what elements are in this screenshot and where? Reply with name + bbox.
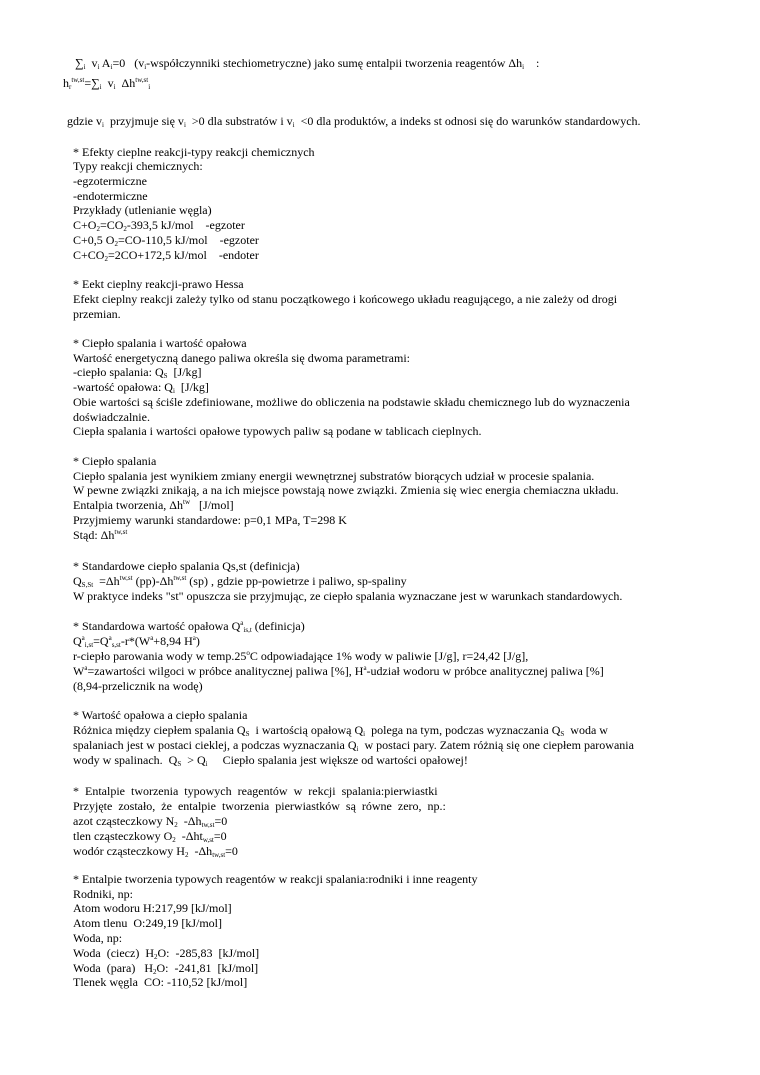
text-run: tlen cząsteczkowy O [73, 829, 173, 843]
text-line [73, 513, 347, 528]
text-run: -Δh [177, 814, 202, 828]
text-run: =Δh [93, 574, 120, 588]
text-run: [J/kg] [174, 380, 209, 394]
text-run: Stąd: Δh [73, 528, 115, 542]
text-run: Atom wodoru H:217,99 [kJ/mol] [73, 901, 232, 915]
subscript: i [144, 63, 147, 71]
superscript: tw,st [135, 76, 149, 84]
text-line [73, 738, 634, 753]
subscript: i [172, 387, 175, 395]
text-run: * Standardowe ciepło spalania Qs,st (definicja) [73, 559, 300, 573]
text-run: * Efekty cieplne reakcji-typy reakcji chemicznych [73, 145, 315, 159]
text-line [73, 664, 604, 679]
text-run: W pewne związki znikają, a na ich miejsce powstają nowe związki. Zmienia się wiec energia chemiaczna układu. [73, 483, 619, 497]
text-line [73, 679, 203, 694]
text-run: =∑ [84, 76, 100, 90]
text-line [73, 844, 238, 859]
text-run: azot cząsteczkowy N [73, 814, 175, 828]
superscript: a [363, 664, 367, 672]
superscript: o [246, 649, 250, 657]
text-run: -r*(W [120, 634, 151, 648]
subscript: 2 [154, 953, 158, 961]
text-run: -Δh [188, 844, 213, 858]
text-run: r-ciepło parowania wody w temp.25 [73, 649, 247, 663]
text-run: * Ciepło spalania i wartość opałowa [73, 336, 247, 350]
subscript: S [163, 372, 168, 380]
text-run: Woda (ciecz) H [73, 946, 154, 960]
text-line [73, 483, 619, 498]
text-line [73, 307, 121, 322]
text-line [73, 292, 617, 307]
text-line [73, 559, 300, 574]
text-run: Przyjmiemy warunki standardowe: p=0,1 MPa, T=298 K [73, 513, 347, 527]
text-run: +8,94 H [153, 634, 193, 648]
text-run: * Eekt cieplny reakcji-prawo Hessa [73, 277, 244, 291]
text-run: Δh [115, 76, 136, 90]
text-run: (8,94-przelicznik na wodę) [73, 679, 203, 693]
text-run: Efekt cieplny reakcji zależy tylko od stanu początkowego i końcowego układu reagującego, a nie zależy od drogi [73, 292, 618, 306]
subscript: 2 [172, 836, 176, 844]
text-line [73, 380, 209, 395]
subscript: 2 [104, 255, 108, 263]
text-line [73, 708, 247, 723]
text-line [73, 410, 150, 425]
subscript: S [245, 730, 250, 738]
text-line [73, 634, 200, 649]
text-run: -udział wodoru w próbce analitycznej paliwa [%] [366, 664, 604, 678]
subscript: i,st [84, 641, 94, 649]
text-run: h [63, 76, 69, 90]
text-run: Woda, np: [73, 931, 123, 945]
subscript: is,t [243, 626, 252, 634]
text-run: Rodniki, np: [73, 887, 134, 901]
superscript: a [81, 634, 85, 642]
text-run: * Entalpie tworzenia typowych reagentów w rekcji spalania:pierwiastki [73, 784, 438, 798]
subscript: i [113, 83, 116, 91]
text-line [73, 814, 227, 829]
subscript: i [183, 121, 186, 129]
text-run: C+CO [73, 248, 105, 262]
subscript: 2 [96, 225, 100, 233]
superscript: a [84, 664, 88, 672]
subscript: i [110, 63, 113, 71]
text-line [73, 469, 594, 484]
text-line [73, 723, 608, 738]
subscript: i [99, 83, 102, 91]
subscript: 2 [114, 240, 118, 248]
text-run: Tlenek węgla CO: -110,52 [kJ/mol] [73, 975, 248, 989]
text-run: =zawartości wilgoci w próbce analitycznej paliwa [%], H [87, 664, 364, 678]
text-line [73, 336, 247, 351]
text-line [73, 872, 478, 887]
text-line [73, 189, 148, 204]
text-run: wody w spalinach. Q [73, 753, 178, 767]
text-run: -endotermiczne [73, 189, 148, 203]
text-line [73, 203, 212, 218]
text-run: i wartością opałową Q [249, 723, 364, 737]
text-run: =0 [214, 814, 228, 828]
text-run: gdzie v [67, 114, 102, 128]
text-line [73, 218, 245, 233]
superscript: tw,st [114, 528, 128, 536]
text-line [73, 528, 127, 543]
text-run: woda w [564, 723, 608, 737]
text-line [67, 114, 641, 129]
text-line [73, 799, 446, 814]
superscript: tw,st [119, 574, 133, 582]
text-run: =0 [225, 844, 238, 858]
text-run: Wartość energetyczną danego paliwa określa się dwoma parametrami: [73, 351, 411, 365]
text-run: -Δht [175, 829, 203, 843]
text-run: -393,5 kJ/mol -egzoter [126, 218, 245, 232]
text-run: C+0,5 O [73, 233, 115, 247]
text-line [73, 946, 259, 961]
subscript: 2 [174, 821, 178, 829]
text-run: (pp)-Δh [132, 574, 174, 588]
text-run: Entalpia tworzenia, Δh [73, 498, 184, 512]
superscript: tw,st [173, 574, 187, 582]
text-line [73, 589, 622, 604]
subscript: i [356, 745, 359, 753]
text-run: Przykłady (utlenianie węgla) [73, 203, 212, 217]
text-run: Ciepła spalania i wartości opałowe typowych paliw są podane w tablicach cieplnych. [73, 424, 482, 438]
text-run: v [85, 56, 98, 70]
text-line [63, 76, 150, 91]
text-run: Woda (para) H [73, 961, 153, 975]
text-line [73, 351, 410, 366]
text-run: -wartość opałowa: Q [73, 380, 173, 394]
text-line [73, 784, 438, 799]
subscript: i [292, 121, 295, 129]
text-line [73, 961, 258, 976]
text-run: spalaniach jest w postaci cieklej, a podczas wyznaczania Q [73, 738, 357, 752]
text-run: Q [73, 634, 82, 648]
text-line [73, 498, 234, 513]
text-run: C+O [73, 218, 97, 232]
text-run: =Q [93, 634, 109, 648]
text-run: : [524, 56, 540, 70]
text-line [73, 248, 259, 263]
subscript: tw,st [212, 851, 226, 859]
subscript: i [363, 730, 366, 738]
text-run: przyjmuje się v [103, 114, 184, 128]
text-run: (sp) , gdzie pp-powietrze i paliwo, sp-spaliny [186, 574, 407, 588]
text-run: <0 dla produktów, a indeks st odnosi się do warunków standardowych. [294, 114, 641, 128]
text-line [73, 753, 468, 768]
text-run: * Wartość opałowa a ciepło spalania [73, 708, 248, 722]
text-line [73, 619, 305, 634]
text-run: W praktyce indeks "st" opuszcza sie przyjmując, ze ciepło spalania wyznaczane jest w warunkach standardowych. [73, 589, 623, 603]
subscript: tw,st [201, 821, 215, 829]
text-run: =0 (v [112, 56, 145, 70]
text-run: doświadczalnie. [73, 410, 150, 424]
text-run: Q [73, 574, 82, 588]
text-run: * Entalpie tworzenia typowych reagentów w reakcji spalania:rodniki i inne reagenty [73, 872, 478, 886]
text-line [73, 916, 222, 931]
text-run: =2CO+172,5 kJ/mol -endoter [107, 248, 259, 262]
text-line [73, 829, 227, 844]
text-run: =CO-110,5 kJ/mol -egzoter [117, 233, 259, 247]
subscript: i [83, 63, 86, 71]
text-run: Ciepło spalania jest większe od wartości opałowej! [207, 753, 468, 767]
text-run: ) [195, 634, 200, 648]
text-run: -ciepło spalania: Q [73, 365, 164, 379]
text-run: polega na tym, podczas wyznaczania Q [365, 723, 561, 737]
text-line [73, 277, 244, 292]
subscript: S,St [81, 581, 94, 589]
subscript: r [69, 83, 72, 91]
subscript: S [560, 730, 565, 738]
text-line [73, 574, 407, 589]
text-run: >0 dla substratów i v [185, 114, 293, 128]
subscript: 2 [153, 968, 157, 976]
text-run: Przyjęte zostało, że entalpie tworzenia pierwiastków są równe zero, np.: [73, 799, 446, 813]
text-run: -współczynniki stechiometryczne) jako sumę entalpii tworzenia reagentów Δh [146, 56, 523, 70]
subscript: i [102, 121, 104, 129]
superscript: a [150, 634, 154, 642]
text-run: v [101, 76, 114, 90]
subscript: s,st [111, 641, 121, 649]
superscript: tw,st [71, 76, 85, 84]
text-run: A [99, 56, 111, 70]
text-run: =CO [99, 218, 124, 232]
subscript: i [522, 63, 525, 71]
text-run: Obie wartości są ściśle zdefiniowane, możliwe do obliczenia na podstawie składu chemicznego lub do wyznaczenia [73, 395, 630, 409]
text-run: C odpowiadające 1% wody w paliwie [J/g], r=24,42 [J/g], [249, 649, 529, 663]
text-line [73, 887, 133, 902]
subscript: i [205, 760, 208, 768]
text-line [73, 145, 315, 160]
subscript: i [97, 63, 100, 71]
subscript: i [148, 83, 151, 91]
text-line [73, 365, 202, 380]
text-line [73, 395, 630, 410]
text-line [75, 56, 539, 71]
text-run: przemian. [73, 307, 121, 321]
subscript: S [177, 760, 182, 768]
text-run: Typy reakcji chemicznych: [73, 159, 203, 173]
text-run: O: -241,81 [kJ/mol] [156, 961, 259, 975]
text-run: [J/mol] [190, 498, 234, 512]
text-run: ∑ [75, 56, 84, 70]
text-line [73, 649, 528, 664]
superscript: a [192, 634, 196, 642]
text-run: * Ciepło spalania [73, 454, 157, 468]
text-run: O: -285,83 [kJ/mol] [157, 946, 260, 960]
text-line [73, 931, 122, 946]
text-run: W [73, 664, 85, 678]
subscript: w,st [202, 836, 214, 844]
text-run: > Q [181, 753, 206, 767]
text-run: (definicja) [251, 619, 305, 633]
text-line [73, 233, 259, 248]
superscript: a [108, 634, 112, 642]
text-run: [J/kg] [167, 365, 202, 379]
superscript: tw [183, 498, 191, 506]
text-line [73, 424, 482, 439]
text-line [73, 174, 147, 189]
text-line [73, 901, 232, 916]
subscript: 2 [184, 851, 189, 859]
text-run: * Standardowa wartość opałowa Q [73, 619, 241, 633]
text-line [73, 454, 156, 469]
text-run: =0 [213, 829, 227, 843]
text-run: Różnica między ciepłem spalania Q [73, 723, 246, 737]
text-run: -egzotermiczne [73, 174, 147, 188]
text-run: w postaci pary. Zatem różnią się one ciepłem parowania [358, 738, 634, 752]
text-line [73, 975, 247, 990]
text-run: wodór cząsteczkowy H [73, 844, 185, 858]
superscript: a [240, 619, 244, 627]
text-line [73, 159, 203, 174]
text-run: Ciepło spalania jest wynikiem zmiany energii wewnętrznej substratów biorących udział w procesie spalania. [73, 469, 595, 483]
text-run: Atom tlenu O:249,19 [kJ/mol] [73, 916, 222, 930]
subscript: 2 [123, 225, 127, 233]
